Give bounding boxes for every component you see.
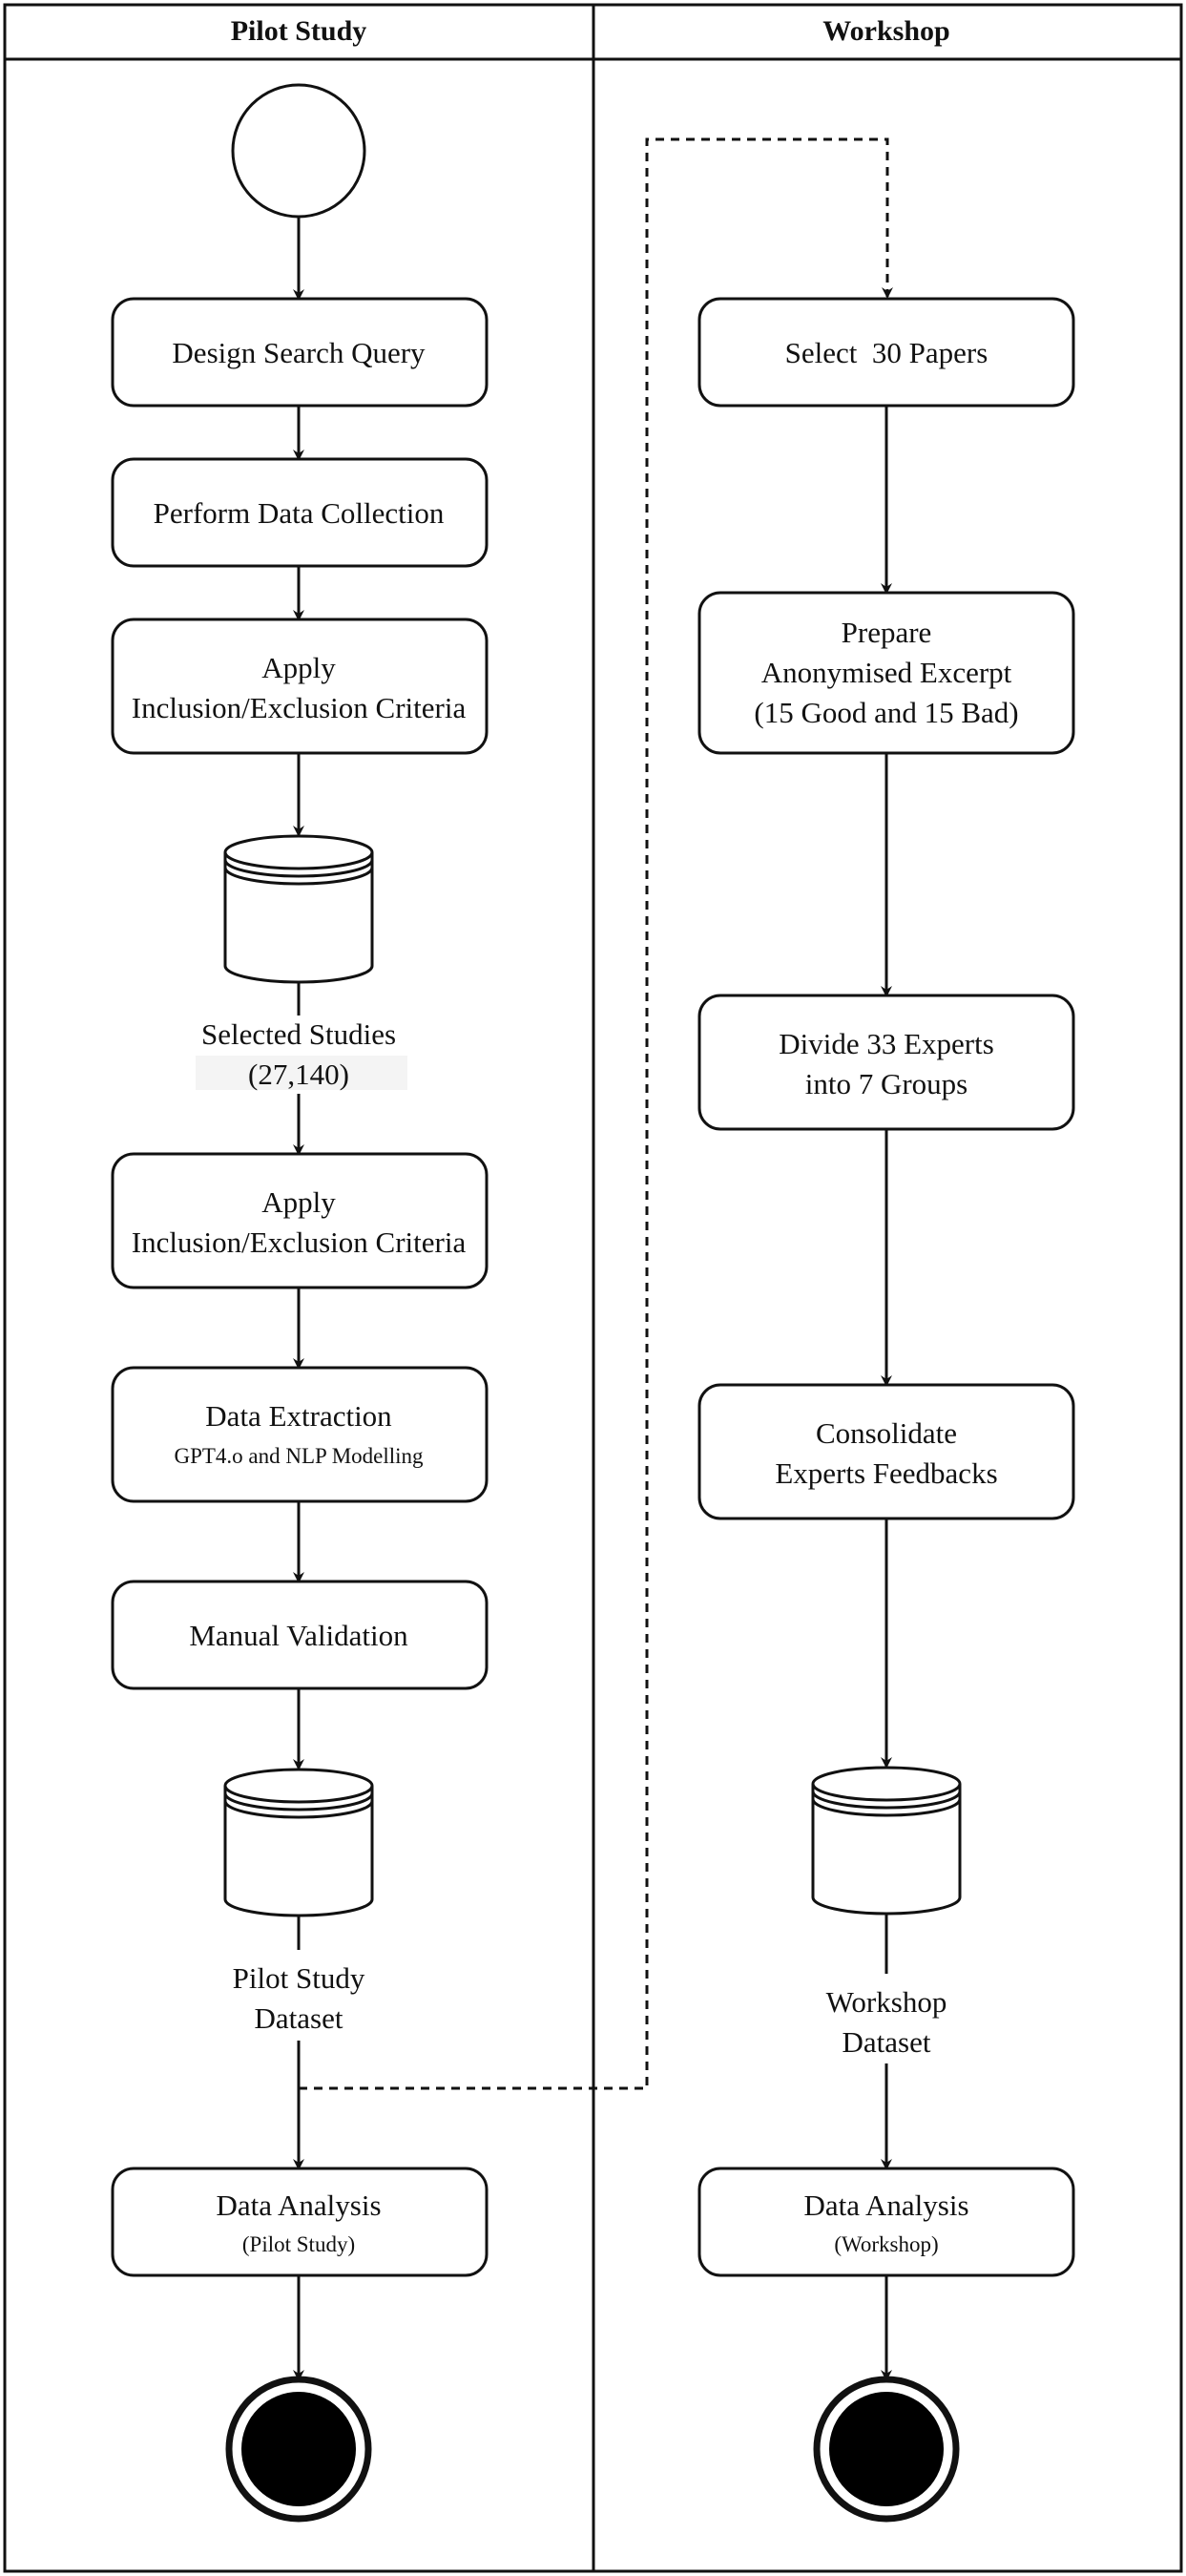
apply-criteria-2-line1: Apply: [261, 1185, 336, 1219]
perform-data-collection-label: Perform Data Collection: [153, 496, 445, 530]
apply-criteria-2-line2: Inclusion/Exclusion Criteria: [131, 1225, 467, 1259]
selected-studies-label: Selected Studies: [200, 1017, 397, 1051]
lane-header-pilot-study: Pilot Study: [230, 15, 367, 47]
consolidate-feedbacks-box: [699, 1385, 1073, 1518]
data-analysis-workshop-box: [699, 2168, 1073, 2275]
data-extraction-box: [113, 1368, 487, 1501]
divide-experts-line2: into 7 Groups: [804, 1067, 968, 1100]
prepare-excerpt-line1: Prepare: [841, 616, 932, 649]
design-search-query-label: Design Search Query: [172, 336, 426, 369]
end-node-workshop: [817, 2379, 956, 2519]
selected-studies-count: (27,140): [248, 1058, 349, 1091]
pilot-study-dataset-label-line2: Dataset: [254, 2001, 343, 2035]
data-analysis-pilot-subtitle: (Pilot Study): [241, 2232, 356, 2256]
workshop-dataset-label-line2: Dataset: [842, 2025, 931, 2059]
divide-experts-line1: Divide 33 Experts: [779, 1027, 994, 1060]
apply-criteria-1-box: [113, 619, 487, 753]
prepare-excerpt-line3: (15 Good and 15 Bad): [754, 696, 1019, 729]
workshop-datastore-icon: [813, 1768, 960, 1914]
apply-criteria-2-box: [113, 1154, 487, 1288]
data-extraction-title: Data Extraction: [205, 1399, 392, 1433]
manual-validation-label: Manual Validation: [189, 1619, 408, 1652]
consolidate-feedbacks-line2: Experts Feedbacks: [775, 1456, 998, 1490]
apply-criteria-1-line1: Apply: [261, 651, 336, 684]
data-analysis-pilot-title: Data Analysis: [216, 2189, 382, 2222]
end-node-pilot: [229, 2379, 368, 2519]
data-analysis-pilot-box: [113, 2168, 487, 2275]
apply-criteria-1-line2: Inclusion/Exclusion Criteria: [131, 691, 467, 724]
workshop-dataset-label: Workshop: [825, 1985, 947, 2019]
divide-experts-box: [699, 995, 1073, 1129]
start-node: [233, 85, 364, 217]
pilot-study-datastore-icon: [225, 1770, 372, 1916]
lane-header-workshop: Workshop: [822, 15, 950, 47]
data-analysis-workshop-title: Data Analysis: [803, 2189, 969, 2222]
data-extraction-subtitle: GPT4.o and NLP Modelling: [174, 1444, 424, 1468]
data-analysis-workshop-subtitle: (Workshop): [834, 2232, 939, 2256]
selected-studies-datastore-icon: [225, 836, 372, 982]
prepare-excerpt-line2: Anonymised Excerpt: [760, 656, 1012, 689]
pilot-study-dataset-label: Pilot Study: [232, 1961, 365, 1995]
consolidate-feedbacks-line1: Consolidate: [815, 1416, 958, 1450]
select-papers-label: Select 30 Papers: [784, 336, 988, 369]
